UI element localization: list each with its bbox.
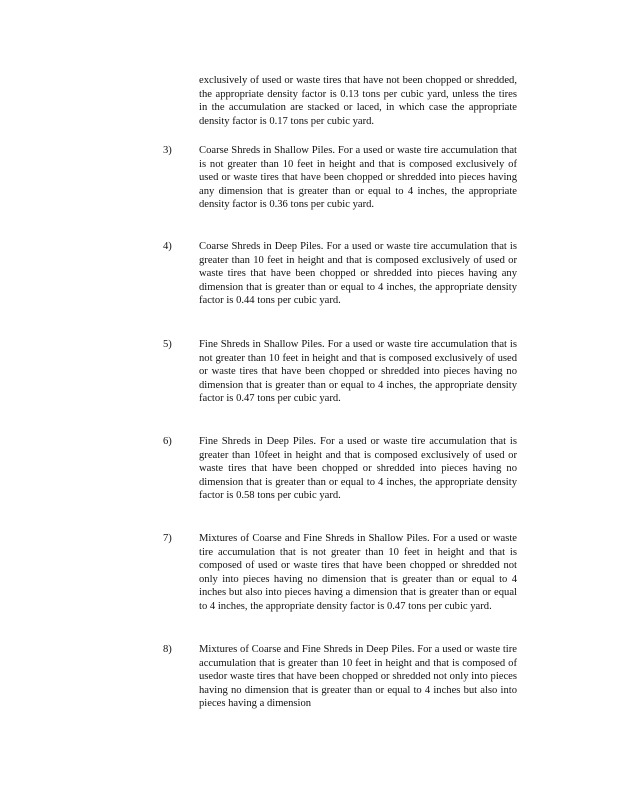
item-text: Fine Shreds in Deep Piles. For a used or waste tire accumulation that is greater than 10feet in height and that is composed exclusively of used or waste tires that have been chopped or shredded into pieces having no dimension that is greater than or equal to 4 inches, the appropriate density factor is 0.58 tons per cubic yard. [199, 436, 517, 502]
item-number: 6) [163, 436, 172, 447]
item-number: 3) [163, 145, 172, 156]
item-text: Mixtures of Coarse and Fine Shreds in Shallow Piles. For a used or waste tire accumulation that is not greater than 10 feet in height and that is composed of used or waste tires that have been chopped or shredded not only into pieces having no dimension that is greater than or equal to 4 inches but also into pieces having a dimension that is greater than or equal to 4 inches, the appropriate density factor is 0.47 tons per cubic yard. [199, 533, 517, 612]
item-text: Mixtures of Coarse and Fine Shreds in Deep Piles. For a used or waste tire accumulation that is greater than 10 feet in height and that is composed of usedor waste tires that have been chopped or shredded not only into pieces having no dimension that is greater than or equal to 4 inches but also into pieces having a dimension [199, 644, 517, 710]
item-number: 4) [163, 241, 172, 252]
item-number: 7) [163, 533, 172, 544]
item-text: Coarse Shreds in Deep Piles. For a used or waste tire accumulation that is greater than 10 feet in height and that is composed exclusively of used or waste tires that have been chopped or shredded into pieces having any dimension that is greater than or equal to 4 inches, the appropriate density factor is 0.44 tons per cubic yard. [199, 241, 517, 307]
item-number: 8) [163, 644, 172, 655]
paragraph-text: exclusively of used or waste tires that have not been chopped or shredded, the appropriate density factor is 0.13 tons per cubic yard, unless the tires in the accumulation are stacked or laced, in which case the appropriate density factor is 0.17 tons per cubic yard. [199, 75, 517, 127]
item-text: Fine Shreds in Shallow Piles. For a used or waste tire accumulation that is not greater than 10 feet in height and that is composed exclusively of used or waste tires that have been chopped or shredded into pieces having no dimension that is greater than or equal to 4 inches, the appropriate density factor is 0.47 tons per cubic yard. [199, 339, 517, 405]
item-text: Coarse Shreds in Shallow Piles. For a used or waste tire accumulation that is not greater than 10 feet in height and that is composed exclusively of used or waste tires that have been chopped or shredded into pieces having any dimension that is greater than or equal to 4 inches, the appropriate density factor is 0.36 tons per cubic yard. [199, 145, 517, 211]
item-number: 5) [163, 339, 172, 350]
